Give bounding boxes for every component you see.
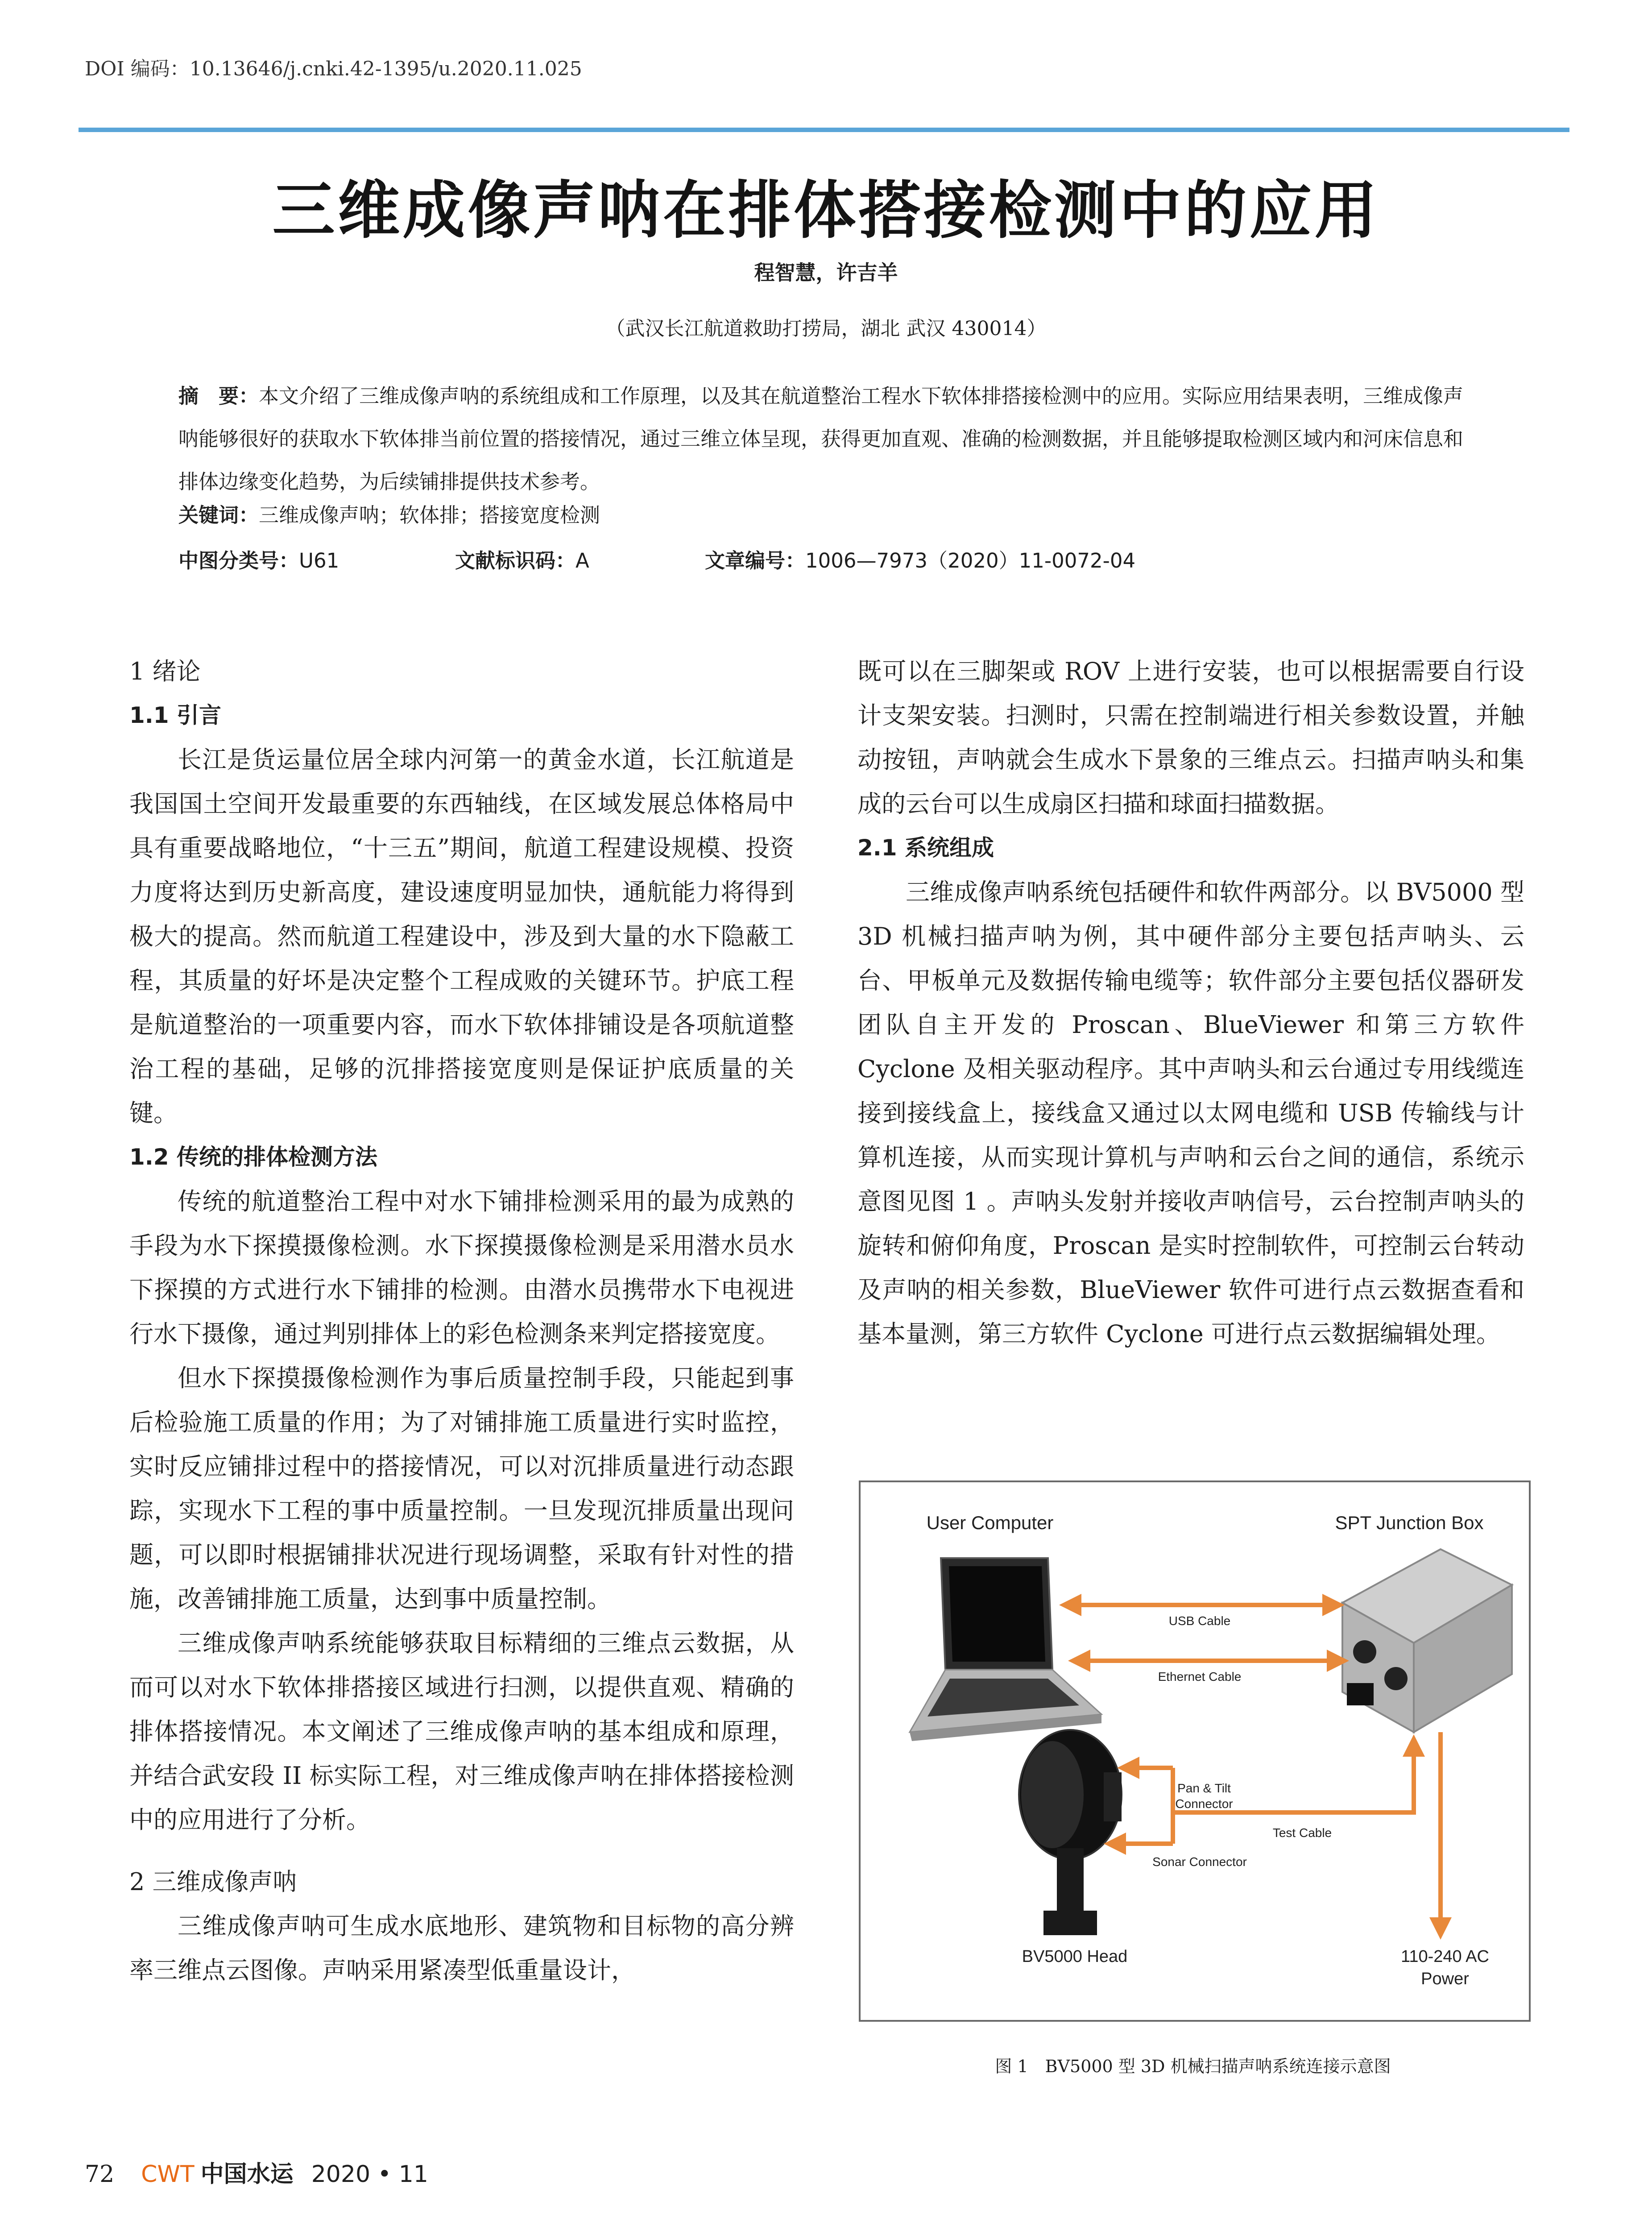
abstract-label: 摘 要：: [178, 384, 259, 408]
subsection-heading: 1.1 引言: [129, 702, 221, 728]
paragraph: 传统的航道整治工程中对水下铺排检测采用的最为成熟的手段为水下探摸摄像检测。水下探摸摄像检测是采用潜水员水下探摸的方式进行水下铺排的检测。由潜水员携带水下电视进行水下摄像，通过判别排体上的彩色检测条来判定搭接宽度。: [129, 1187, 794, 1348]
test-cable-label: Test Cable: [1272, 1826, 1332, 1840]
section-heading: 2 三维成像声呐: [129, 1868, 297, 1896]
usb-cable-label: USB Cable: [1168, 1614, 1231, 1628]
doc-code-label: 文献标识码：: [455, 549, 576, 572]
user-computer-label: User Computer: [926, 1512, 1054, 1533]
clc-value: U61: [299, 549, 340, 572]
sonar-head-label: BV5000 Head: [1022, 1947, 1128, 1966]
paper-title: 三维成像声呐在排体搭接检测中的应用: [272, 174, 1380, 247]
junction-box-icon: [1342, 1549, 1512, 1732]
power-label-2: Power: [1421, 1970, 1469, 1988]
sonar-head-icon: [1019, 1730, 1122, 1935]
authors: 程智慧，许吉羊: [754, 261, 898, 285]
keywords-text: 三维成像声呐；软体排；搭接宽度检测: [259, 503, 600, 527]
keywords-label: 关键词：: [178, 503, 259, 527]
paragraph: 但水下探摸摄像检测作为事后质量控制手段，只能起到事后检验施工质量的作用；为了对铺排施工质量进行实时监控，实时反应铺排过程中的搭接情况，可以对沉排质量进行动态跟踪，实现水下工程的事中质量控制。一旦发现沉排质量出现问题，可以即时根据铺排状况进行现场调整，采取有针对性的措施，改善铺排施工质量，达到事中质量控制。: [129, 1364, 794, 1613]
abstract: [178, 375, 1481, 503]
subsection-heading: 2.1 系统组成: [857, 835, 994, 861]
article-number-value: 1006—7973（2020）11-0072-04: [805, 549, 1136, 572]
system-diagram: [861, 1482, 1529, 2020]
affiliation: （武汉长江航道救助打捞局，湖北 武汉 430014）: [605, 317, 1047, 340]
power-label: 110-240 AC: [1401, 1947, 1489, 1966]
sonar-connector-label: Sonar Connector: [1152, 1855, 1247, 1869]
pan-tilt-label: Pan & Tilt: [1177, 1781, 1231, 1795]
figure-caption: 图 1 BV5000 型 3D 机械扫描声呐系统连接示意图: [995, 2057, 1391, 2076]
journal-logo: CWT: [141, 2161, 195, 2188]
right-column: [857, 649, 1524, 1356]
doi-line: DOI 编码：10.13646/j.cnki.42-1395/u.2020.11.025: [85, 58, 582, 80]
ethernet-cable-label: Ethernet Cable: [1158, 1670, 1242, 1684]
clc-label: 中图分类号：: [178, 549, 299, 572]
page-number: 72: [85, 2161, 115, 2188]
paragraph: 三维成像声呐系统能够获取目标精细的三维点云数据，从而可以对水下软体排搭接区域进行扫测，以提供直观、精确的排体搭接情况。本文阐述了三维成像声呐的基本组成和原理，并结合武安段 II 标实际工程，对三维成像声呐在排体搭接检测中的应用进行了分析。: [129, 1629, 794, 1834]
left-column: [129, 649, 794, 1992]
pan-tilt-connector-label: Connector: [1175, 1797, 1233, 1811]
junction-box-label: SPT Junction Box: [1335, 1512, 1484, 1533]
paragraph: 既可以在三脚架或 ROV 上进行安装，也可以根据需要自行设计支架安装。扫测时，只需在控制端进行相关参数设置，并触动按钮，声呐就会生成水下景象的三维点云。扫描声呐头和集成的云台可以生成扇区扫描和球面扫描数据。: [857, 657, 1524, 818]
figure-1: [859, 1480, 1531, 2022]
journal-name: 中国水运: [200, 2161, 294, 2188]
subsection-heading: 1.2 传统的排体检测方法: [129, 1144, 377, 1170]
classification-info: [178, 544, 1135, 573]
laptop-icon: [910, 1558, 1101, 1741]
header-rule: [79, 128, 1569, 132]
keywords: [178, 499, 600, 528]
section-heading: 1 绪论: [129, 657, 201, 685]
paragraph: 长江是货运量位居全球内河第一的黄金水道，长江航道是我国国土空间开发最重要的东西轴线，在区域发展总体格局中具有重要战略地位，“十三五”期间，航道工程建设规模、投资力度将达到历史新高度，建设速度明显加快，通航能力将得到极大的提高。然而航道工程建设中，涉及到大量的水下隐蔽工程，其质量的好坏是决定整个工程成败的关键环节。护底工程是航道整治的一项重要内容，而水下软体排铺设是各项航道整治工程的基础，足够的沉排搭接宽度则是保证护底质量的关键。: [129, 746, 794, 1127]
abstract-text: 本文介绍了三维成像声呐的系统组成和工作原理，以及其在航道整治工程水下软体排搭接检测中的应用。实际应用结果表明，三维成像声呐能够很好的获取水下软体排当前位置的搭接情况，通过三维立体呈现，获得更加直观、准确的检测数据，并且能够提取检测区域内和河床信息和排体边缘变化趋势，为后续铺排提供技术参考。: [178, 384, 1464, 493]
journal-issue: 2020 • 11: [311, 2161, 428, 2188]
paragraph: 三维成像声呐可生成水底地形、建筑物和目标物的高分辨率三维点云图像。声呐采用紧凑型低重量设计，: [129, 1912, 794, 1984]
article-number-label: 文章编号：: [705, 549, 806, 572]
paragraph: 三维成像声呐系统包括硬件和软件两部分。以 BV5000 型 3D 机械扫描声呐为例，其中硬件部分主要包括声呐头、云台、甲板单元及数据传输电缆等；软件部分主要包括仪器研发团队自主开发的 Proscan、BlueViewer 和第三方软件 Cyclone 及相关驱动程序。其中声呐头和云台通过专用线缆连接到接线盒上，接线盒又通过以太网电缆和 USB 传输线与计算机连接，从而实现计算机与声呐和云台之间的通信，系统示意图见图 1 。声呐头发射并接收声呐信号，云台控制声呐头的旋转和俯仰角度，Proscan 是实时控制软件，可控制云台转动及声呐的相关参数，BlueViewer 软件可进行点云数据查看和基本量测，第三方软件 Cyclone 可进行点云数据编辑处理。: [857, 878, 1524, 1348]
doc-code-value: A: [576, 549, 589, 572]
page-footer: [85, 2155, 428, 2189]
